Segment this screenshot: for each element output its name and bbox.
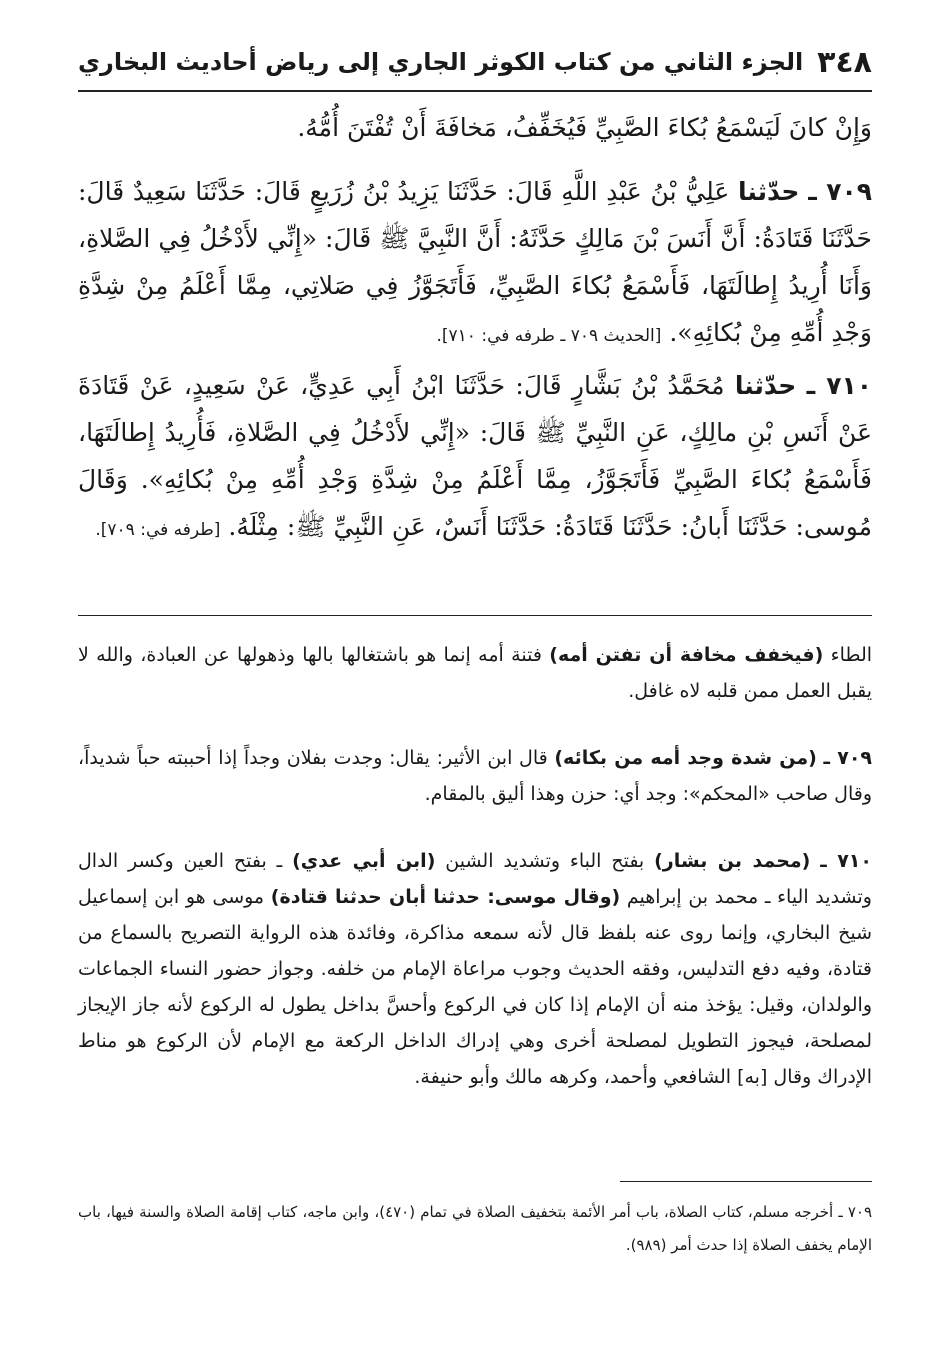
hadith-continuation-text: وَإِنْ كانَ لَيَسْمَعُ بُكاءَ الصَّبِيِّ فَيُخَفِّفُ، مَخافَةَ أَنْ تُفْتَنَ أُمُّهُ. [297, 113, 872, 142]
commentary-text: قال ابن الأثير: يقال: وجدت بفلان وجداً إذا أحببته حباً شديداً، وقال صاحب «المحكم»: وجد أي: حزن وهذا أليق بالمقام. [78, 747, 872, 805]
commentary-quote: (محمد بن بشار) [654, 850, 811, 872]
hadith-narration-lead: حدّثنا [734, 371, 797, 400]
hadith-text: مُحَمَّدُ بْنُ بَشَّارٍ قَالَ: حَدَّثَنَا ابْنُ أَبِي عَدِيٍّ، عَنْ سَعِيدٍ، عَنْ قَتَادَةَ عَنْ أَنَسِ بْنِ مالِكٍ، عَنِ النَّبِيِّ ﷺ قَالَ: «إِنِّي لأَدْخُلُ فِي الصَّلاةِ، فَأُرِيدُ إِطالَتَهَا، فَأَسْمَعُ بُكاءَ الصَّبِيِّ فَأَتَجَوَّزُ، مِمَّا أَعْلَمُ مِنْ شِدَّةِ وَجْدِ أُمِّهِ مِنْ بُكائِهِ». وَقَالَ مُوسى: حَدَّثَنَا أَبانُ: حَدَّثَنَا قَتَادَةُ: حَدَّثَنَا أَنَسٌ، عَنِ النَّبِيِّ ﷺ: مِثْلَهُ. [78, 371, 872, 541]
footnote-text: ٧٠٩ ـ أخرجه مسلم، كتاب الصلاة، باب أمر الأئمة بتخفيف الصلاة في تمام (٤٧٠)، وابن ماجه، كتاب إقامة الصلاة والسنة فيها، باب الإمام يخفف الصلاة إذا حدث أمر (٩٨٩). [78, 1203, 872, 1254]
commentary-quote: (وقال موسى: حدثنا أبان حدثنا قتادة) [270, 886, 621, 908]
commentary-text: موسى هو ابن إسماعيل شيخ البخاري، وإنما روى عنه بلفظ قال لأنه سمعه مذاكرة، وفائدة هذه الرواية التصريح بالسماع من قتادة، وفيه دفع التدليس، وفقه الحديث وجوب مراعاة الإمام من خلفه. وجواز حضور النساء الجماعات والولدان، وقيل: يؤخذ منه أن الإمام إذا كان في الركوع وأحسَّ بداخل يطول له الركوع لأنه جاز الإيجاز لمصلحة، فيجوز التطويل لمصلحة أخرى وهي إدراك الداخل الركعة مع الإمام لأن الركوع هو مناط الإدراك وقال [به] الشافعي وأحمد، وكرهه مالك وأبو حنيفة. [78, 886, 872, 1088]
header-rule [78, 90, 872, 92]
commentary-709 [78, 740, 872, 812]
commentary-quote: (من شدة وجد أمه من بكائه) [554, 747, 817, 769]
hadith-710 [78, 362, 872, 554]
hadith-text: عَلِيُّ بْنُ عَبْدِ اللَّهِ قَالَ: حَدَّثَنَا يَزِيدُ بْنُ زُرَيعٍ قَالَ: حَدَّثَنَا سَعِيدٌ قَالَ: حَدَّثَنَا قَتَادَةُ: أَنَّ أَنَسَ بْنَ مَالِكٍ حَدَّثَهُ: أَنَّ النَّبِيَّ ﷺ قَالَ: «إِنِّي لأَدْخُلُ فِي الصَّلاةِ، وَأَنَا أُرِيدُ إِطالَتَهَا، فَأَسْمَعُ بُكاءَ الصَّبِيِّ، فَأَتَجَوَّزُ فِي صَلاتِي، مِمَّا أَعْلَمُ مِنْ شِدَّةِ وَجْدِ أُمِّهِ مِنْ بُكائِهِ». [78, 177, 872, 347]
commentary-text: بفتح الباء وتشديد الشين [445, 850, 645, 872]
commentary-710 [78, 843, 872, 1095]
footnote-divider [620, 1181, 872, 1182]
commentary-divider [78, 615, 872, 616]
hadith-reference: [الحديث ٧٠٩ ـ طرفه في: ٧١٠]. [436, 326, 662, 346]
commentary-lead: الطاء [830, 644, 873, 666]
commentary-number: ٧١٠ ـ [820, 850, 872, 872]
hadith-number: ٧١٠ ـ [806, 371, 873, 400]
hadith-continuation [78, 104, 872, 151]
running-title: الجزء الثاني من كتاب الكوثر الجاري إلى رياض أحاديث البخاري [78, 48, 804, 76]
footnote [78, 1196, 872, 1262]
commentary-quote: (فيخفف مخافة أن تفتن أمه) [549, 644, 824, 666]
commentary-text: ـ بفتح العين وكسر الدال وتشديد الياء ـ محمد بن إبراهيم [78, 850, 872, 908]
commentary-text: فتنة أمه إنما هو باشتغالها بالها وذهولها عن العبادة، والله لا يقبل العمل ممن قلبه لاه غافل. [78, 644, 872, 702]
hadith-709 [78, 168, 872, 360]
commentary-paragraph [78, 637, 872, 709]
page-header [78, 38, 872, 86]
hadith-reference: [طرفه في: ٧٠٩]. [95, 520, 221, 540]
commentary-quote: (ابن أبي عدي) [292, 850, 436, 872]
page-number: ٣٤٨ [817, 44, 872, 80]
hadith-number: ٧٠٩ ـ [808, 177, 873, 206]
commentary-number: ٧٠٩ ـ [823, 747, 873, 769]
hadith-narration-lead: حدّثنا [738, 177, 800, 206]
